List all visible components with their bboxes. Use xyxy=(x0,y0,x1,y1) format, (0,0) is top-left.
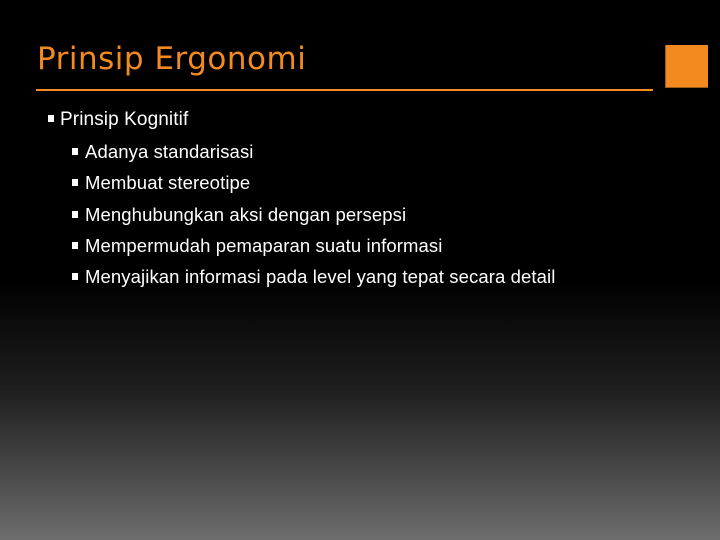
sub-bullet-text: Menyajikan informasi pada level yang tepat secara detail xyxy=(85,266,556,287)
bullet-level1 xyxy=(48,109,188,131)
square-bullet-icon xyxy=(48,115,54,122)
sub-bullet-item xyxy=(72,204,406,226)
square-bullet-icon xyxy=(72,179,78,186)
sub-bullet-text: Mempermudah pemaparan suatu informasi xyxy=(85,235,443,256)
sub-bullet-item xyxy=(72,172,250,194)
square-bullet-icon xyxy=(72,148,78,155)
sub-bullet-text: Menghubungkan aksi dengan persepsi xyxy=(85,204,407,225)
square-bullet-icon xyxy=(72,273,78,280)
sub-bullet-text: Adanya standarisasi xyxy=(85,141,254,162)
square-bullet-icon xyxy=(72,211,78,218)
sub-bullet-item xyxy=(72,266,555,288)
square-bullet-icon xyxy=(72,242,78,249)
sub-bullet-item xyxy=(72,141,254,163)
slide-title: Prinsip Ergonomi xyxy=(37,41,307,77)
sub-bullet-text: Membuat stereotipe xyxy=(85,172,251,193)
sub-bullet-item xyxy=(72,235,442,257)
bullet-text: Prinsip Kognitif xyxy=(60,109,189,130)
